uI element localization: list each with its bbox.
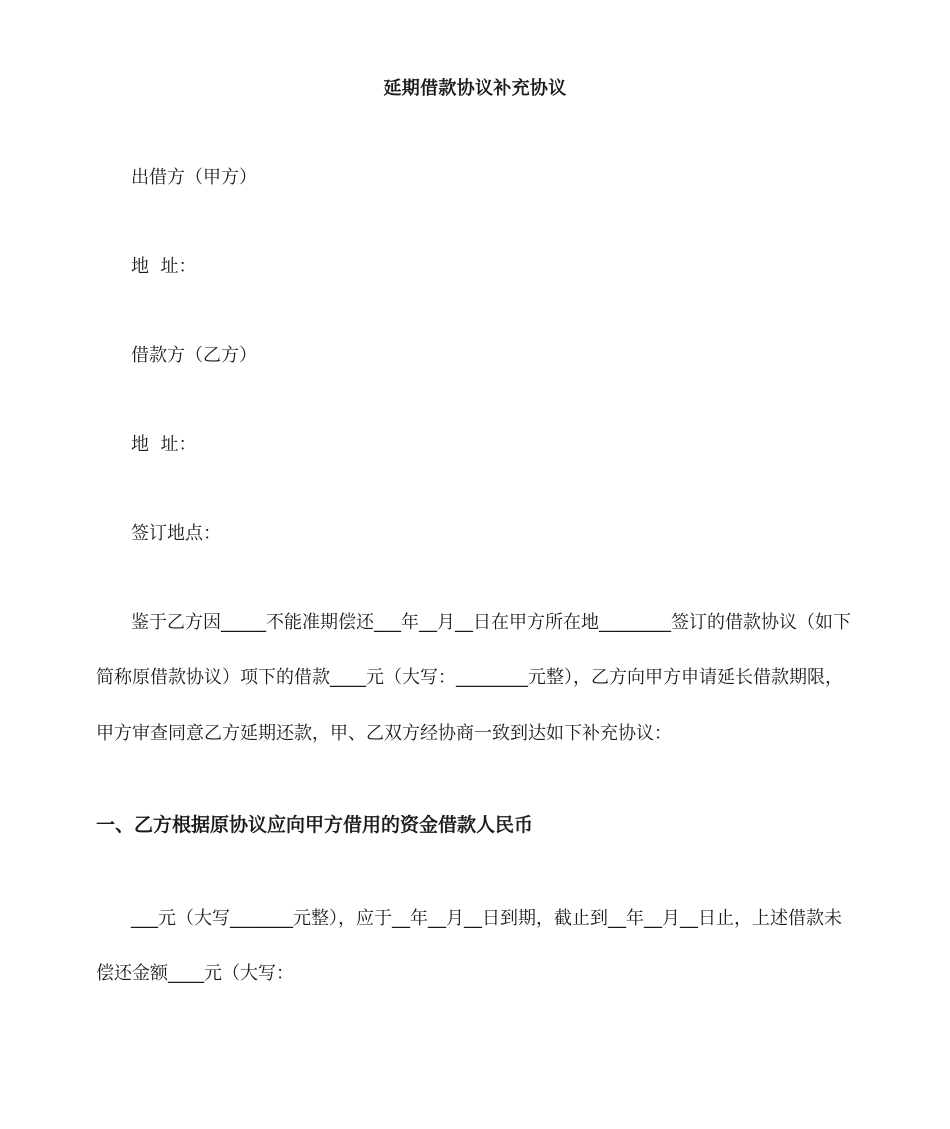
document-title: 延期借款协议补充协议 — [383, 78, 567, 99]
preamble-line-2: 简称原借款协议）项下的借款____元（大写：________元整），乙方向甲方申请延长借款期限， — [96, 667, 843, 688]
borrower-address-label: 地 址： — [131, 434, 197, 455]
lender-label: 出借方（甲方） — [131, 167, 257, 188]
section-1-body-line-2: 偿还金额____元（大写： — [96, 963, 294, 984]
preamble-line-1: 鉴于乙方因_____不能准期偿还___年__月__日在甲方所在地________签订的借款协议（如下 — [131, 612, 851, 633]
preamble-line-3: 甲方审查同意乙方延期还款，甲、乙双方经协商一致到达如下补充协议： — [96, 723, 672, 744]
section-1-heading: 一、乙方根据原协议应向甲方借用的资金借款人民币 — [96, 814, 534, 836]
signing-place-label: 签订地点： — [131, 523, 221, 544]
section-1-body-line-1: ___元（大写_______元整），应于__年__月__日到期，截止到__年__月__日止，上述借款未 — [131, 908, 842, 929]
borrower-label: 借款方（乙方） — [131, 345, 257, 366]
lender-address-label: 地 址： — [131, 256, 197, 277]
